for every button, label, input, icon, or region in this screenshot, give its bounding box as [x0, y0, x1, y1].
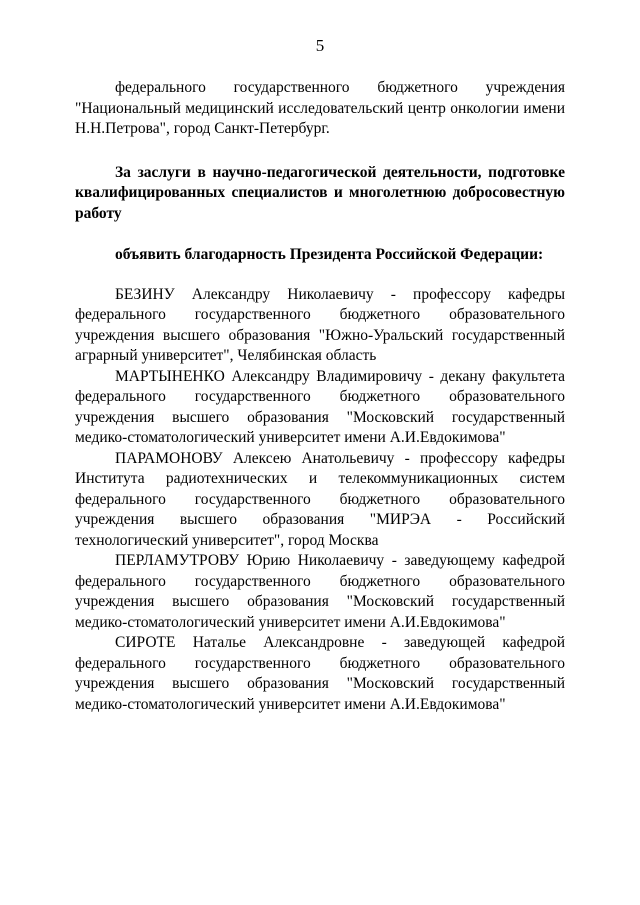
decree-heading: объявить благодарность Президента Российской Федерации: — [115, 246, 544, 263]
merit-paragraph: За заслуги в научно-педагогической деятельности, подготовке квалифицированных специалистов и многолетнюю добросовестную работу — [75, 163, 565, 222]
awardee-entry: СИРОТЕ Наталье Александровне - заведующей кафедрой федерального государственного бюджетного образовательного учреждения высшего образования "Московский государственный медико-стоматологический университет имени А.И.Евдокимова" — [75, 634, 565, 713]
page-number: 5 — [315, 36, 325, 55]
awardee-entry: БЕЗИНУ Александру Николаевичу - профессору кафедры федерального государственного бюджетного образовательного учреждения высшего образования "Южно-Уральский государственный аграрный университет", Челябинская область — [75, 285, 565, 364]
awardee-entry: МАРТЫНЕНКО Александру Владимировичу - декану факультета федерального государственного бюджетного образовательного учреждения высшего образования "Московский государственный медико-стоматологический университет имени А.И.Евдокимова" — [75, 367, 565, 446]
document-body — [75, 78, 565, 715]
intro-paragraph: федерального государственного бюджетного учреждения "Национальный медицинский исследовательский центр онкологии имени Н.Н.Петрова", город Санкт-Петербург. — [75, 79, 565, 137]
awardee-entry: ПЕРЛАМУТРОВУ Юрию Николаевичу - заведующему кафедрой федерального государственного бюджетного образовательного учреждения высшего образования "Московский государственный медико-стоматологический университет имени А.И.Евдокимова" — [75, 552, 565, 631]
awardee-list — [75, 285, 565, 716]
awardee-entry: ПАРАМОНОВУ Алексею Анатольевичу - профессору кафедры Института радиотехнических и телекоммуникационных систем федерального государственного бюджетного образовательного учреждения высшего образования "МИРЭА - Российский технологический университет", город Москва — [75, 449, 565, 549]
